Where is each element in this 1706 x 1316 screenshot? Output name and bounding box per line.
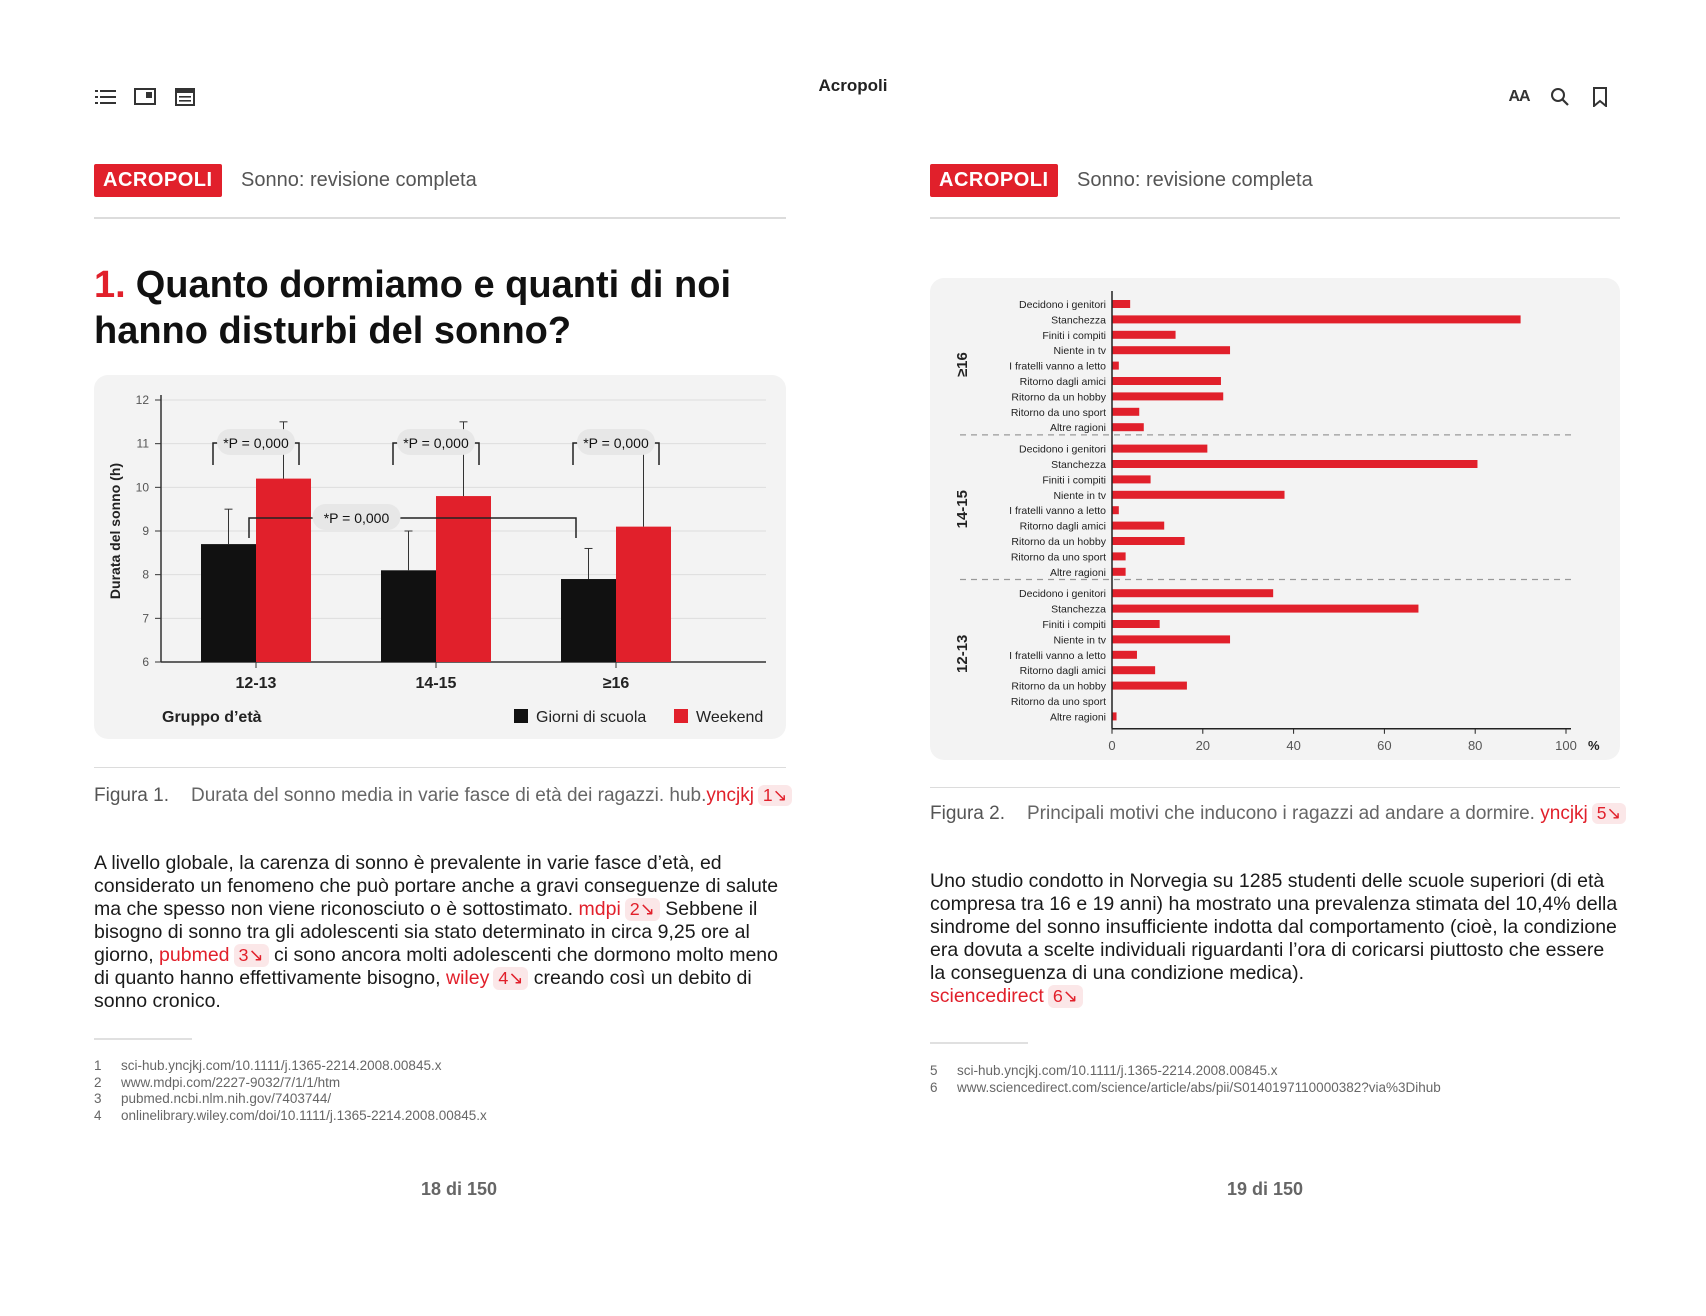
bar bbox=[1112, 346, 1230, 354]
y-tick-label: 10 bbox=[135, 480, 149, 495]
body-paragraph bbox=[94, 852, 786, 1013]
sleep-duration-chart-card bbox=[94, 375, 786, 739]
bar bbox=[1112, 377, 1221, 385]
category-label: Finiti i compiti bbox=[1042, 474, 1106, 487]
bedtime-reasons-chart bbox=[930, 278, 1620, 760]
y-tick-label: 6 bbox=[142, 655, 149, 669]
bar bbox=[1112, 666, 1155, 674]
footnote-url[interactable]: sci-hub.yncjkj.com/10.1111/j.1365-2214.2008.00845.x bbox=[957, 1063, 1278, 1078]
x-tick-label: 60 bbox=[1377, 737, 1392, 753]
bar bbox=[1112, 682, 1187, 690]
category-label: Altre ragioni bbox=[1049, 566, 1106, 579]
footnote-item bbox=[930, 1063, 1441, 1080]
category-label: Niente in tv bbox=[1053, 634, 1106, 647]
footnote-list bbox=[94, 1058, 487, 1124]
bookmark-button[interactable] bbox=[1586, 83, 1614, 111]
x-tick-label: 40 bbox=[1286, 737, 1301, 753]
caption-divider bbox=[930, 787, 1620, 788]
footnote-divider bbox=[930, 1042, 1028, 1044]
category-label: I fratelli vanno a letto bbox=[1009, 649, 1106, 662]
figure-label: Figura 1. bbox=[94, 785, 169, 806]
footnote-number: 1 bbox=[94, 1058, 102, 1073]
font-size-icon: AA bbox=[1508, 88, 1530, 105]
category-label: Stanchezza bbox=[1051, 603, 1106, 616]
category-label: Altre ragioni bbox=[1049, 711, 1106, 724]
ref-link[interactable]: wiley bbox=[446, 967, 490, 989]
footnote-number: 6 bbox=[930, 1079, 938, 1095]
category-label: Niente in tv bbox=[1053, 345, 1106, 358]
bar bbox=[256, 479, 311, 662]
bar bbox=[1112, 568, 1126, 576]
category-label: Stanchezza bbox=[1051, 459, 1106, 471]
category-label: Ritorno da un hobby bbox=[1011, 391, 1106, 404]
header-divider bbox=[94, 217, 786, 219]
bar bbox=[1112, 315, 1521, 323]
footnote-number: 5 bbox=[930, 1063, 938, 1078]
bar bbox=[1112, 635, 1230, 643]
annotation-label: *P = 0,000 bbox=[323, 510, 390, 526]
bar bbox=[1112, 300, 1130, 308]
figure-caption bbox=[930, 803, 1626, 825]
footnote-url[interactable]: www.sciencedirect.com/science/article/abs/pii/S0140197110000382?via%3Dihub bbox=[957, 1079, 1441, 1095]
category-label: Decidono i genitori bbox=[1019, 443, 1106, 456]
category-label: Decidono i genitori bbox=[1019, 299, 1106, 311]
app-title: Acropoli bbox=[818, 76, 888, 95]
group-label: 12-13 bbox=[954, 634, 971, 673]
section-number: 1. bbox=[94, 264, 126, 306]
bar bbox=[1112, 491, 1285, 499]
legend-swatch bbox=[674, 709, 688, 723]
category-label: Ritorno da uno sport bbox=[1010, 551, 1106, 564]
search-button[interactable] bbox=[1546, 83, 1574, 111]
bar bbox=[1112, 392, 1223, 400]
x-tick-label: 20 bbox=[1195, 737, 1211, 753]
y-tick-label: 11 bbox=[136, 436, 149, 451]
annotation-label: *P = 0,000 bbox=[403, 435, 469, 451]
footnote-ref[interactable]: 1↘ bbox=[758, 785, 792, 806]
bar bbox=[1112, 552, 1126, 560]
chapter-title: Sonno: revisione completa bbox=[1077, 169, 1313, 191]
legend-swatch bbox=[514, 709, 528, 723]
bar bbox=[1112, 423, 1144, 431]
caption-link[interactable]: yncjkj bbox=[1540, 803, 1588, 824]
y-tick-label: 12 bbox=[135, 393, 149, 407]
ref-link[interactable]: pubmed bbox=[159, 944, 230, 966]
figure-label: Figura 2. bbox=[930, 803, 1005, 824]
footnote-item bbox=[94, 1091, 487, 1108]
footnote-ref[interactable]: 6↘ bbox=[1048, 985, 1083, 1008]
header-divider bbox=[930, 217, 1620, 219]
caption-link[interactable]: yncjkj bbox=[706, 785, 754, 806]
paragraph-text: creando così un debito di sonno cronico. bbox=[94, 967, 752, 1012]
category-label: Finiti i compiti bbox=[1042, 619, 1106, 631]
y-tick-label: 9 bbox=[142, 524, 149, 538]
figure-caption-text: Durata del sonno media in varie fasce di età dei ragazzi. hub. bbox=[190, 785, 707, 806]
x-tick-label: 0 bbox=[1108, 737, 1116, 753]
x-axis-label: Gruppo d’età bbox=[162, 709, 262, 726]
footnote-ref[interactable]: 3↘ bbox=[234, 944, 269, 967]
bar bbox=[1112, 537, 1185, 545]
bar bbox=[616, 527, 671, 662]
font-size-button[interactable] bbox=[1502, 83, 1536, 111]
bar bbox=[201, 544, 256, 662]
x-tick-label: 14-15 bbox=[415, 675, 457, 692]
category-label: Ritorno dagli amici bbox=[1019, 665, 1106, 678]
y-tick-label: 7 bbox=[142, 611, 149, 626]
footnote-number: 2 bbox=[94, 1074, 102, 1090]
bar bbox=[1112, 331, 1176, 339]
x-unit-label: % bbox=[1588, 737, 1600, 753]
page-number: 18 di 150 bbox=[421, 1179, 498, 1199]
bar bbox=[1112, 589, 1273, 597]
bar bbox=[1112, 475, 1151, 483]
footnote-list bbox=[930, 1063, 1441, 1096]
annotation-label: *P = 0,000 bbox=[583, 435, 649, 451]
bedtime-reasons-chart-card bbox=[930, 278, 1620, 760]
section-heading-text: Quanto dormiamo e quanti di noi hanno disturbi del sonno? bbox=[94, 264, 732, 352]
footnote-ref[interactable]: 2↘ bbox=[625, 898, 660, 921]
footnote-number: 4 bbox=[94, 1107, 102, 1123]
legend-label: Weekend bbox=[696, 709, 764, 726]
body-paragraph bbox=[930, 870, 1620, 1008]
category-label: Stanchezza bbox=[1051, 314, 1106, 327]
bar bbox=[1112, 620, 1160, 628]
y-axis-label: Durata del sonno (h) bbox=[107, 462, 123, 600]
figure-caption-text: Principali motivi che inducono i ragazzi ad andare a dormire. bbox=[1026, 803, 1535, 824]
x-tick-label: 12-13 bbox=[235, 675, 277, 692]
footnote-ref[interactable]: 4↘ bbox=[493, 967, 528, 990]
footnote-ref[interactable]: 5↘ bbox=[1592, 803, 1626, 824]
footnote-item bbox=[94, 1075, 487, 1092]
chapter-title: Sonno: revisione completa bbox=[241, 169, 477, 191]
caption-divider bbox=[94, 767, 786, 768]
ref-link[interactable]: sciencedirect bbox=[930, 985, 1044, 1007]
category-label: Decidono i genitori bbox=[1019, 588, 1106, 601]
footnote-item bbox=[930, 1080, 1441, 1097]
footnote-url[interactable]: sci-hub.yncjkj.com/10.1111/j.1365-2214.2008.00845.x bbox=[121, 1058, 442, 1073]
category-label: Ritorno dagli amici bbox=[1019, 376, 1106, 388]
x-tick-label: 100 bbox=[1555, 737, 1577, 753]
category-label: Altre ragioni bbox=[1049, 422, 1106, 435]
bar bbox=[1112, 522, 1164, 530]
bar bbox=[1112, 651, 1137, 659]
brand-badge: ACROPOLI bbox=[94, 164, 222, 197]
category-label: Finiti i compiti bbox=[1042, 329, 1106, 342]
category-label: Ritorno da un hobby bbox=[1011, 680, 1106, 693]
paragraph-text: Uno studio condotto in Norvegia su 1285 studenti delle scuole superiori (di età compresa tra 16 e 19 anni) ha mostrato una prevalenza stimata del 10,4% della sindrome del sonno insufficiente indotta dal comportamento (cioè, la condizione era dovuta a scelte individuali riguardanti l’ora di coricarsi piuttosto che essere la conseguenza di una condizione medica). bbox=[930, 870, 1618, 984]
ref-link[interactable]: mdpi bbox=[578, 898, 621, 920]
footnote-item bbox=[94, 1108, 487, 1125]
paragraph-text: Sebbene il bisogno di sonno tra gli adolescenti sia stato determinato in circa 9,25 ore al giorno, bbox=[94, 898, 758, 966]
footnote-url[interactable]: www.mdpi.com/2227-9032/7/1/1/htm bbox=[121, 1074, 341, 1090]
category-label: Niente in tv bbox=[1053, 489, 1106, 502]
x-tick-label: ≥16 bbox=[602, 675, 630, 692]
footnote-url[interactable]: onlinelibrary.wiley.com/doi/10.1111/j.1365-2214.2008.00845.x bbox=[121, 1107, 487, 1123]
legend-label: Giorni di scuola bbox=[536, 709, 647, 726]
bar bbox=[1112, 362, 1119, 370]
brand-badge: ACROPOLI bbox=[930, 164, 1058, 197]
page-number: 19 di 150 bbox=[1227, 1179, 1304, 1199]
category-label: I fratelli vanno a letto bbox=[1009, 505, 1106, 518]
category-label: Ritorno da un hobby bbox=[1011, 536, 1106, 548]
category-label: Ritorno dagli amici bbox=[1019, 520, 1106, 533]
annotation-label: *P = 0,000 bbox=[223, 435, 289, 451]
bar bbox=[561, 579, 616, 662]
search-icon bbox=[1550, 87, 1570, 107]
y-tick-label: 8 bbox=[142, 567, 149, 582]
bar bbox=[381, 570, 436, 662]
footnote-divider bbox=[94, 1038, 192, 1040]
sleep-duration-chart bbox=[94, 375, 786, 739]
group-label: 14-15 bbox=[954, 490, 971, 529]
category-label: I fratelli vanno a letto bbox=[1009, 360, 1106, 373]
footnote-number: 3 bbox=[94, 1091, 102, 1106]
paragraph-text: A livello globale, la carenza di sonno è prevalente in varie fasce d’età, ed considerato un fenomeno che può portare anche a gravi conseguenze di salute ma che spesso non viene riconosciuto o è sottostimato. bbox=[94, 852, 779, 920]
category-label: Ritorno da uno sport bbox=[1010, 696, 1106, 708]
bar bbox=[1112, 460, 1477, 468]
bookmark-icon bbox=[1592, 87, 1608, 107]
group-label: ≥16 bbox=[954, 352, 971, 378]
bar bbox=[436, 496, 491, 662]
bar bbox=[1112, 445, 1207, 453]
x-tick-label: 80 bbox=[1467, 737, 1483, 753]
bar bbox=[1112, 605, 1418, 613]
figure-caption bbox=[94, 785, 792, 807]
footnote-item bbox=[94, 1058, 487, 1075]
paragraph-text: ci sono ancora molti adolescenti che dormono molto meno di quanto hanno effettivamente bisogno, bbox=[94, 944, 778, 989]
category-label: Ritorno da uno sport bbox=[1010, 406, 1106, 419]
bar bbox=[1112, 408, 1139, 416]
bar bbox=[1112, 506, 1119, 514]
section-heading bbox=[94, 262, 794, 354]
footnote-url[interactable]: pubmed.ncbi.nlm.nih.gov/7403744/ bbox=[121, 1091, 332, 1106]
